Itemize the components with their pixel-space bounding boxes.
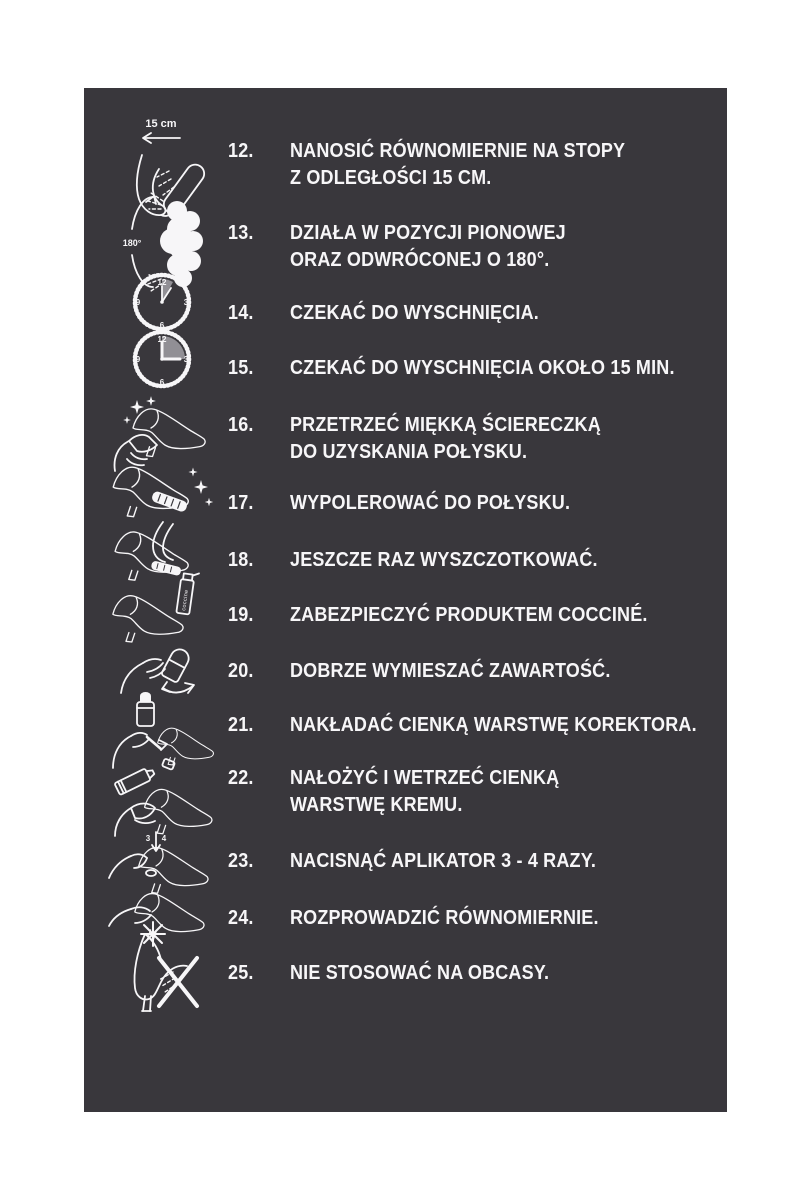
instruction-line: NIE STOSOWAĆ NA OBCASY.: [290, 962, 550, 984]
clock-15-min-icon: [100, 325, 224, 391]
instruction-number: 24.: [228, 907, 254, 929]
instruction-text: [290, 848, 683, 875]
instruction-line: DO UZYSKANIA POŁYSKU.: [290, 441, 528, 463]
instruction-number: 21.: [228, 714, 254, 736]
instruction-line: ROZPROWADZIĆ RÓWNOMIERNIE.: [290, 907, 599, 929]
instruction-text: [290, 658, 683, 685]
spray-bottle-shoe-icon: [100, 572, 224, 638]
svg-text:3: 3: [183, 355, 189, 364]
instruction-number: 13.: [228, 222, 254, 244]
instruction-line: CZEKAĆ DO WYSCHNIĘCIA OKOŁO 15 MIN.: [290, 357, 675, 379]
instruction-line: JESZCZE RAZ WYSZCZOTKOWAĆ.: [290, 549, 598, 571]
instructions-panel: [84, 88, 727, 1112]
instruction-text: [290, 355, 683, 382]
instruction-number: 23.: [228, 850, 254, 872]
instruction-row: [84, 960, 727, 1100]
brush-shine-shoe-icon: [100, 455, 224, 530]
instruction-number: 15.: [228, 357, 254, 379]
svg-text:3: 3: [183, 298, 189, 307]
instruction-text: [290, 300, 683, 327]
instruction-text: [290, 765, 683, 819]
instruction-line: CZEKAĆ DO WYSCHNIĘCIA.: [290, 302, 539, 324]
instruction-text: [290, 602, 683, 629]
svg-text:6: 6: [159, 378, 165, 387]
cream-tube-shoe-icon: [100, 758, 224, 838]
instruction-text: [290, 905, 683, 932]
instruction-text: [290, 712, 704, 739]
svg-text:coccine: coccine: [181, 589, 191, 612]
svg-text:9: 9: [135, 355, 141, 364]
instruction-line: WARSTWĘ KREMU.: [290, 794, 463, 816]
instruction-line: ORAZ ODWRÓCONEJ O 180°.: [290, 249, 550, 271]
instruction-line: NAŁOŻYĆ I WETRZEĆ CIENKĄ: [290, 767, 560, 789]
shake-bottle-icon: [100, 635, 224, 697]
instruction-line: DZIAŁA W POZYCJI PIONOWEJ: [290, 222, 566, 244]
instruction-number: 20.: [228, 660, 254, 682]
instruction-line: ZABEZPIECZYĆ PRODUKTEM COCCINÉ.: [290, 604, 648, 626]
svg-text:180°: 180°: [122, 238, 142, 248]
instruction-number: 14.: [228, 302, 254, 324]
instruction-line: WYPOLEROWAĆ DO POŁYSKU.: [290, 492, 571, 514]
instruction-number: 17.: [228, 492, 254, 514]
instruction-number: 16.: [228, 414, 254, 436]
instruction-text: [290, 412, 683, 466]
svg-text:12: 12: [157, 278, 167, 287]
instruction-line: DOBRZE WYMIESZAĆ ZAWARTOŚĆ.: [290, 660, 611, 682]
svg-text:3: 3: [145, 834, 151, 843]
instruction-number: 19.: [228, 604, 254, 626]
instruction-line: NACISNĄĆ APLIKATOR 3 - 4 RAZY.: [290, 850, 597, 872]
svg-text:6: 6: [159, 321, 165, 330]
instruction-text: [290, 960, 683, 987]
instruction-text: [290, 490, 683, 517]
instruction-text: [290, 547, 683, 574]
svg-text:9: 9: [135, 298, 141, 307]
instruction-text: [290, 138, 683, 192]
instruction-line: NAKŁADAĆ CIENKĄ WARSTWĘ KOREKTORA.: [290, 714, 697, 736]
instruction-line: PRZETRZEĆ MIĘKKĄ ŚCIERECZKĄ: [290, 414, 601, 436]
instruction-list: [84, 118, 727, 1100]
instruction-text: [290, 220, 683, 274]
instruction-number: 25.: [228, 962, 254, 984]
instruction-line: Z ODLEGŁOŚCI 15 CM.: [290, 167, 492, 189]
instruction-line: NANOSIĆ RÓWNOMIERNIE NA STOPY: [290, 140, 626, 162]
svg-text:12: 12: [157, 335, 167, 344]
instruction-number: 18.: [228, 549, 254, 571]
instruction-number: 12.: [228, 140, 254, 162]
svg-text:15 cm: 15 cm: [145, 118, 177, 130]
instruction-number: 22.: [228, 767, 254, 789]
no-spray-on-heels-icon: [100, 930, 224, 1014]
svg-text:4: 4: [161, 834, 167, 843]
